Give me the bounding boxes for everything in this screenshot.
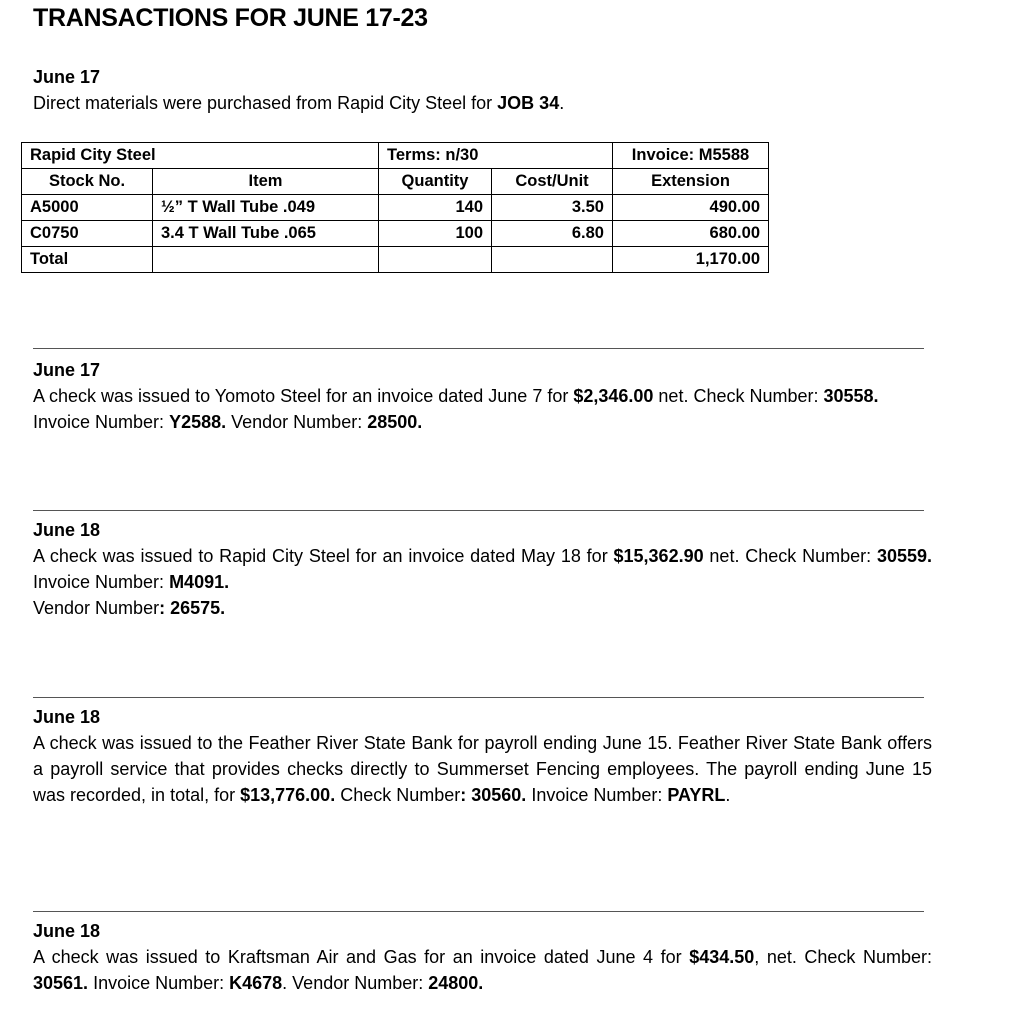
entry-text-part: , net. Check Number: — [754, 947, 932, 967]
entry-text-part: A check was issued to the Feather River State Bank for payroll ending June 15. Feather River State Bank offers a payroll service that provides checks directly to Summerset Fencing employees. The payroll ending June 15 was recorded, in total, for — [33, 733, 932, 805]
divider — [33, 911, 924, 912]
divider — [33, 510, 924, 511]
payroll-amount: $13,776.00. — [240, 785, 336, 805]
entry-text-part: . — [725, 785, 731, 805]
stock-number: C0750 — [22, 221, 153, 247]
stock-number: A5000 — [22, 195, 153, 221]
purchase-invoice-table — [21, 142, 769, 273]
entry-text-line — [33, 595, 932, 621]
invoice-number: Invoice: M5588 — [613, 143, 769, 169]
entry-text-part: net. Check Number: — [703, 546, 877, 566]
entry-text-part: Check Number — [335, 785, 461, 805]
vendor-name: Rapid City Steel — [22, 143, 379, 169]
item-name: 3.4 T Wall Tube .065 — [153, 221, 379, 247]
entry-text — [33, 543, 932, 595]
vendor-number: 24800. — [428, 973, 484, 993]
check-amount: $434.50 — [689, 947, 755, 967]
entry-text-part: A check was issued to Kraftsman Air and Gas for an invoice dated June 4 for — [33, 947, 690, 967]
entry-date: June 18 — [33, 520, 101, 540]
column-headers — [22, 169, 769, 195]
total-label: Total — [22, 247, 153, 273]
table-row — [22, 221, 769, 247]
invoice-number: PAYRL — [667, 785, 726, 805]
cost-per-unit: 6.80 — [492, 221, 613, 247]
entry-text — [33, 383, 932, 435]
entry-june-18-payroll — [33, 704, 932, 808]
entry-text-part: Vendor Number — [33, 598, 160, 618]
column-header: Quantity — [379, 169, 492, 195]
entry-june-18-check-kraftsman — [33, 918, 932, 996]
check-number: : 30560. — [460, 785, 527, 805]
quantity: 140 — [379, 195, 492, 221]
divider — [33, 348, 924, 349]
entry-june-17-materials — [33, 64, 932, 116]
empty-cell — [379, 247, 492, 273]
entry-june-17-check — [33, 357, 932, 435]
quantity: 100 — [379, 221, 492, 247]
divider — [33, 697, 924, 698]
terms: Terms: n/30 — [379, 143, 613, 169]
check-number: 30559. — [876, 546, 932, 566]
entry-text-part: Direct materials were purchased from Rapid City Steel for — [33, 93, 498, 113]
check-amount: $15,362.90 — [613, 546, 704, 566]
entry-date: June 17 — [33, 67, 101, 87]
invoice-number: Y2588. — [169, 412, 227, 432]
entry-text — [33, 730, 932, 808]
extension: 490.00 — [613, 195, 769, 221]
entry-text-part: Invoice Number: — [33, 572, 170, 592]
check-number: 30558. — [823, 386, 879, 406]
extension: 680.00 — [613, 221, 769, 247]
entry-text — [33, 90, 932, 116]
item-name: ½” T Wall Tube .049 — [153, 195, 379, 221]
invoice-number: M4091. — [169, 572, 230, 592]
vendor-number: : 26575. — [159, 598, 226, 618]
entry-text — [33, 944, 932, 996]
empty-cell — [153, 247, 379, 273]
column-header: Item — [153, 169, 379, 195]
entry-date: June 18 — [33, 707, 101, 727]
empty-cell — [492, 247, 613, 273]
table-header-row — [22, 143, 769, 169]
job-number: JOB 34 — [497, 93, 560, 113]
check-number: 30561. — [33, 973, 89, 993]
page-title: TRANSACTIONS FOR JUNE 17-23 — [33, 4, 428, 32]
entry-text-part: A check was issued to Rapid City Steel for an invoice dated May 18 for — [33, 546, 614, 566]
entry-text-part: Invoice Number: — [33, 412, 170, 432]
entry-text-part: . Vendor Number: — [282, 973, 429, 993]
entry-june-18-check-rapid — [33, 517, 932, 621]
check-amount: $2,346.00 — [573, 386, 654, 406]
entry-text-part: A check was issued to Yomoto Steel for an invoice dated June 7 for — [33, 386, 574, 406]
entry-text-part: Invoice Number: — [526, 785, 668, 805]
table-row — [22, 195, 769, 221]
entry-text-part: . — [559, 93, 565, 113]
cost-per-unit: 3.50 — [492, 195, 613, 221]
entry-date: June 17 — [33, 360, 101, 380]
entry-text-part: Vendor Number: — [226, 412, 368, 432]
total-row — [22, 247, 769, 273]
entry-text-part: net. Check Number: — [653, 386, 824, 406]
entry-text-part: Invoice Number: — [88, 973, 230, 993]
column-header: Extension — [613, 169, 769, 195]
entry-date: June 18 — [33, 921, 101, 941]
column-header: Cost/Unit — [492, 169, 613, 195]
total-value: 1,170.00 — [613, 247, 769, 273]
vendor-number: 28500. — [367, 412, 423, 432]
invoice-number: K4678 — [229, 973, 283, 993]
column-header: Stock No. — [22, 169, 153, 195]
